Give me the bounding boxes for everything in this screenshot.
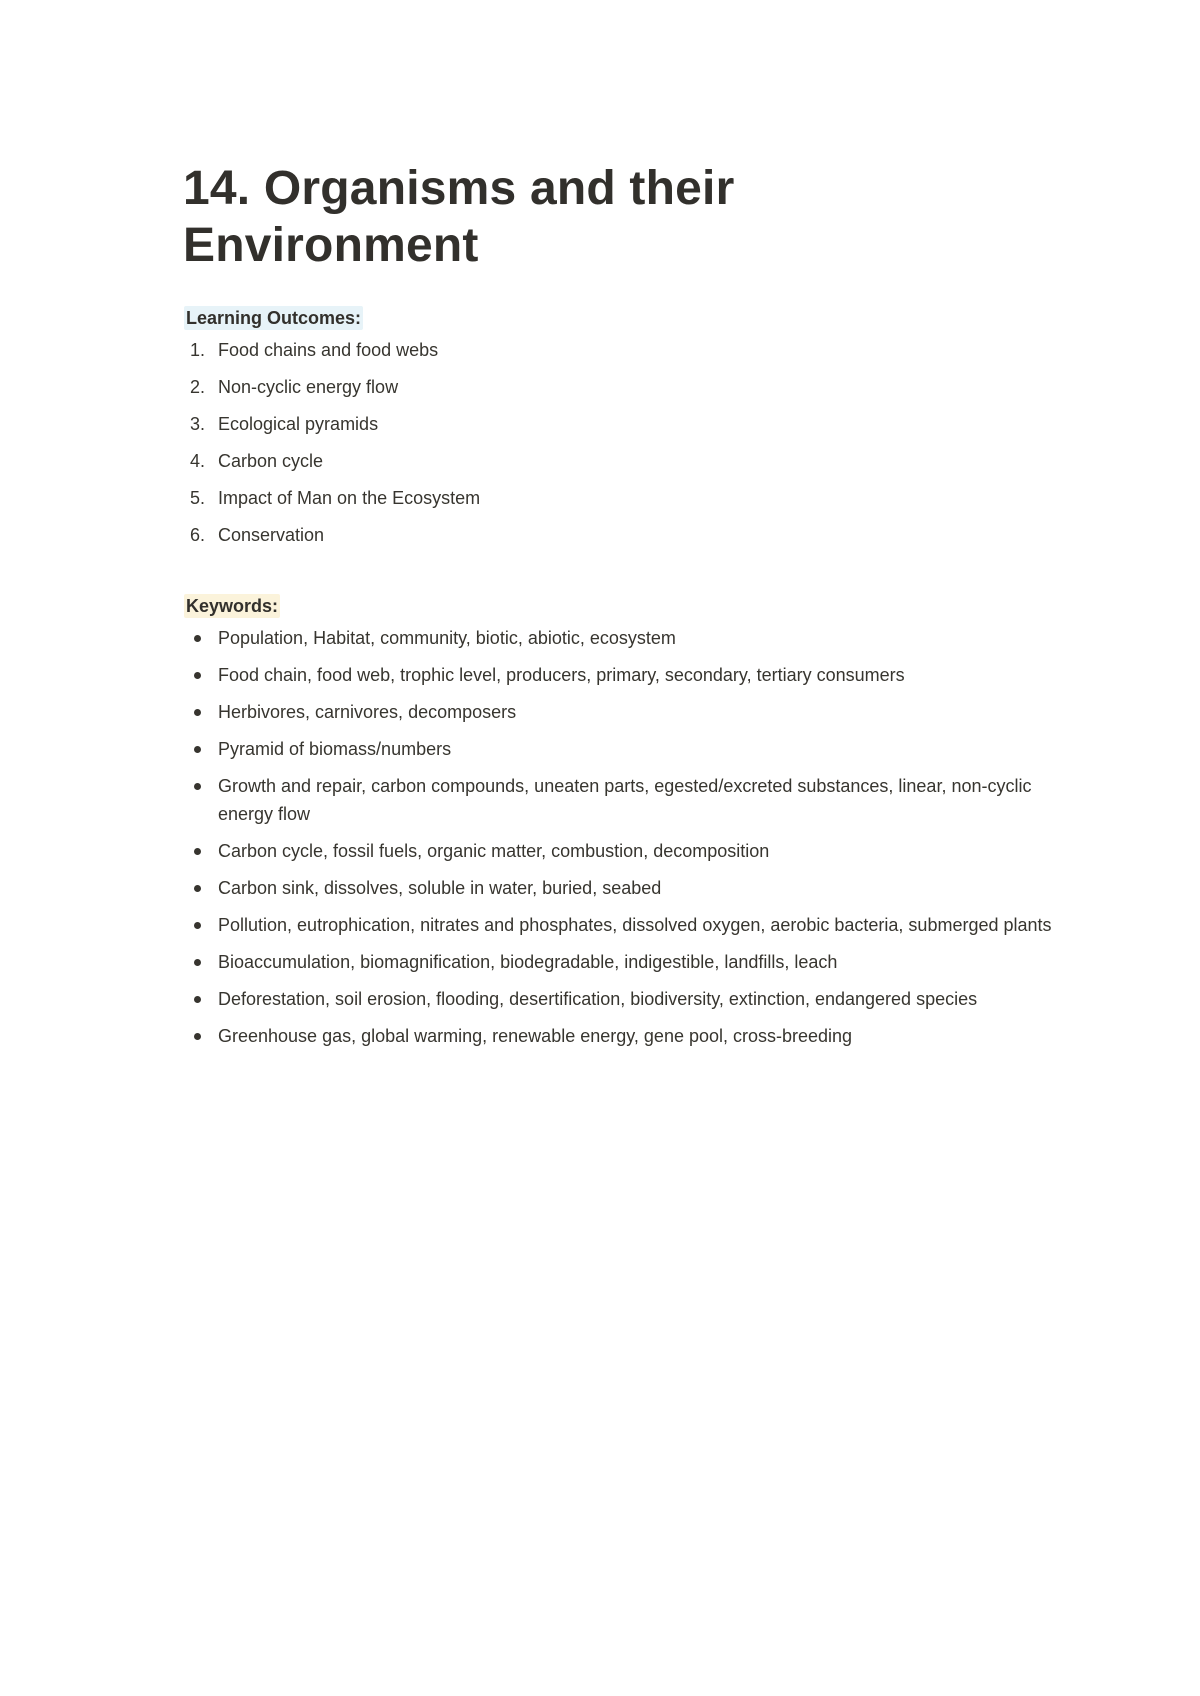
section-spacer	[183, 558, 1063, 594]
page-title-line-2: Environment	[183, 219, 479, 272]
bullet-icon	[194, 746, 201, 753]
keywords-section	[183, 594, 1063, 1050]
bullet-icon	[194, 783, 201, 790]
bullet-icon	[194, 885, 201, 892]
keywords-list	[183, 624, 1063, 1050]
list-item	[183, 1022, 1063, 1050]
list-item-text: Herbivores, carnivores, decomposers	[218, 702, 517, 722]
keywords-label: Keywords:	[186, 596, 279, 616]
list-item	[183, 698, 1063, 726]
page-title	[183, 160, 1063, 274]
list-item-text: Growth and repair, carbon compounds, uneaten parts, egested/excreted substances, linear, non-cyclic energy flow	[218, 776, 1032, 824]
list-item-text: Population, Habitat, community, biotic, abiotic, ecosystem	[218, 628, 676, 648]
bullet-icon	[194, 922, 201, 929]
list-item	[183, 948, 1063, 976]
list-item-text: Conservation	[218, 525, 325, 545]
learning-outcomes-section	[183, 306, 1063, 549]
bullet-icon	[194, 848, 201, 855]
list-item-text: Ecological pyramids	[218, 414, 379, 434]
bullet-icon	[194, 635, 201, 642]
list-item	[183, 484, 1063, 512]
list-item-text: Food chains and food webs	[218, 340, 439, 360]
list-item	[183, 985, 1063, 1013]
learning-outcomes-list	[183, 336, 1063, 549]
list-item-text: Deforestation, soil erosion, flooding, desertification, biodiversity, extinction, endangered species	[218, 989, 978, 1009]
list-item	[183, 772, 1063, 828]
list-item	[183, 447, 1063, 475]
learning-outcomes-label: Learning Outcomes:	[186, 308, 362, 328]
list-item	[183, 837, 1063, 865]
list-item-text: Pollution, eutrophication, nitrates and phosphates, dissolved oxygen, aerobic bacteria, submerged plants	[218, 915, 1052, 935]
list-number: 6.	[190, 525, 206, 545]
list-number: 5.	[190, 488, 206, 508]
list-number: 2.	[190, 377, 206, 397]
list-item	[183, 911, 1063, 939]
page-title-line-1: 14. Organisms and their	[183, 162, 735, 215]
list-number: 4.	[190, 451, 206, 471]
list-item-text: Impact of Man on the Ecosystem	[218, 488, 481, 508]
list-item-text: Non-cyclic energy flow	[218, 377, 399, 397]
document-page	[183, 160, 1063, 1059]
list-item	[183, 624, 1063, 652]
bullet-icon	[194, 1033, 201, 1040]
list-item	[183, 661, 1063, 689]
list-item	[183, 410, 1063, 438]
list-number: 1.	[190, 340, 206, 360]
list-number: 3.	[190, 414, 206, 434]
bullet-icon	[194, 672, 201, 679]
list-item	[183, 521, 1063, 549]
list-item	[183, 874, 1063, 902]
bullet-icon	[194, 709, 201, 716]
list-item-text: Carbon cycle	[218, 451, 324, 471]
list-item-text: Bioaccumulation, biomagnification, biodegradable, indigestible, landfills, leach	[218, 952, 838, 972]
bullet-icon	[194, 959, 201, 966]
list-item-text: Greenhouse gas, global warming, renewable energy, gene pool, cross-breeding	[218, 1026, 853, 1046]
list-item	[183, 735, 1063, 763]
list-item	[183, 373, 1063, 401]
list-item-text: Food chain, food web, trophic level, producers, primary, secondary, tertiary consumers	[218, 665, 905, 685]
bullet-icon	[194, 996, 201, 1003]
list-item-text: Pyramid of biomass/numbers	[218, 739, 452, 759]
list-item	[183, 336, 1063, 364]
list-item-text: Carbon sink, dissolves, soluble in water, buried, seabed	[218, 878, 662, 898]
list-item-text: Carbon cycle, fossil fuels, organic matter, combustion, decomposition	[218, 841, 770, 861]
